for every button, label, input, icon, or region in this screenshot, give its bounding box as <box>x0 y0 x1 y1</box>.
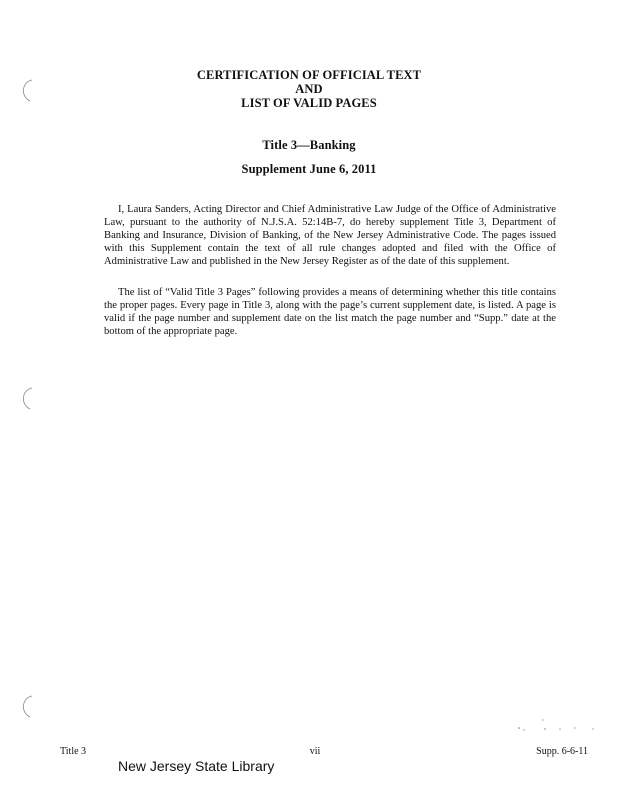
punch-hole-mark <box>18 386 40 412</box>
title-heading: Title 3—Banking <box>262 138 356 152</box>
page-number: vii <box>309 746 321 757</box>
valid-pages-paragraph: The list of “Valid Title 3 Pages” following provides a means of determining whether this title contains the proper pages. Every page in Title 3, along with the page’s current supplement date, is listed. A page is valid if the page number and supplement date on the list match the page number and “Supp.” date at the bottom of the appropriate page. <box>104 287 556 337</box>
heading-and: AND <box>295 82 323 96</box>
certification-heading: CERTIFICATION OF OFFICIAL TEXT <box>196 68 422 82</box>
footer-supplement: Supp. 6-6-11 <box>536 746 588 757</box>
valid-pages-heading: LIST OF VALID PAGES <box>241 96 377 110</box>
library-stamp: New Jersey State Library <box>118 758 275 774</box>
footer-title: Title 3 <box>60 746 87 757</box>
scan-specks <box>515 718 595 738</box>
supplement-date-heading: Supplement June 6, 2011 <box>241 162 377 176</box>
certification-paragraph: I, Laura Sanders, Acting Director and Chief Administrative Law Judge of the Office of Administrative Law, pursuant to the authority of N.J.S.A. 52:14B-7, do hereby supplement Title 3, Department of Banking and Insurance, Division of Banking, of the New Jersey Administrative Code. The pages issued with this Supplement contain the text of all rule changes adopted and filed with the Office of Administrative Law and published in the New Jersey Register as of the date of this supplement. <box>104 204 556 267</box>
punch-hole-mark <box>18 694 40 720</box>
